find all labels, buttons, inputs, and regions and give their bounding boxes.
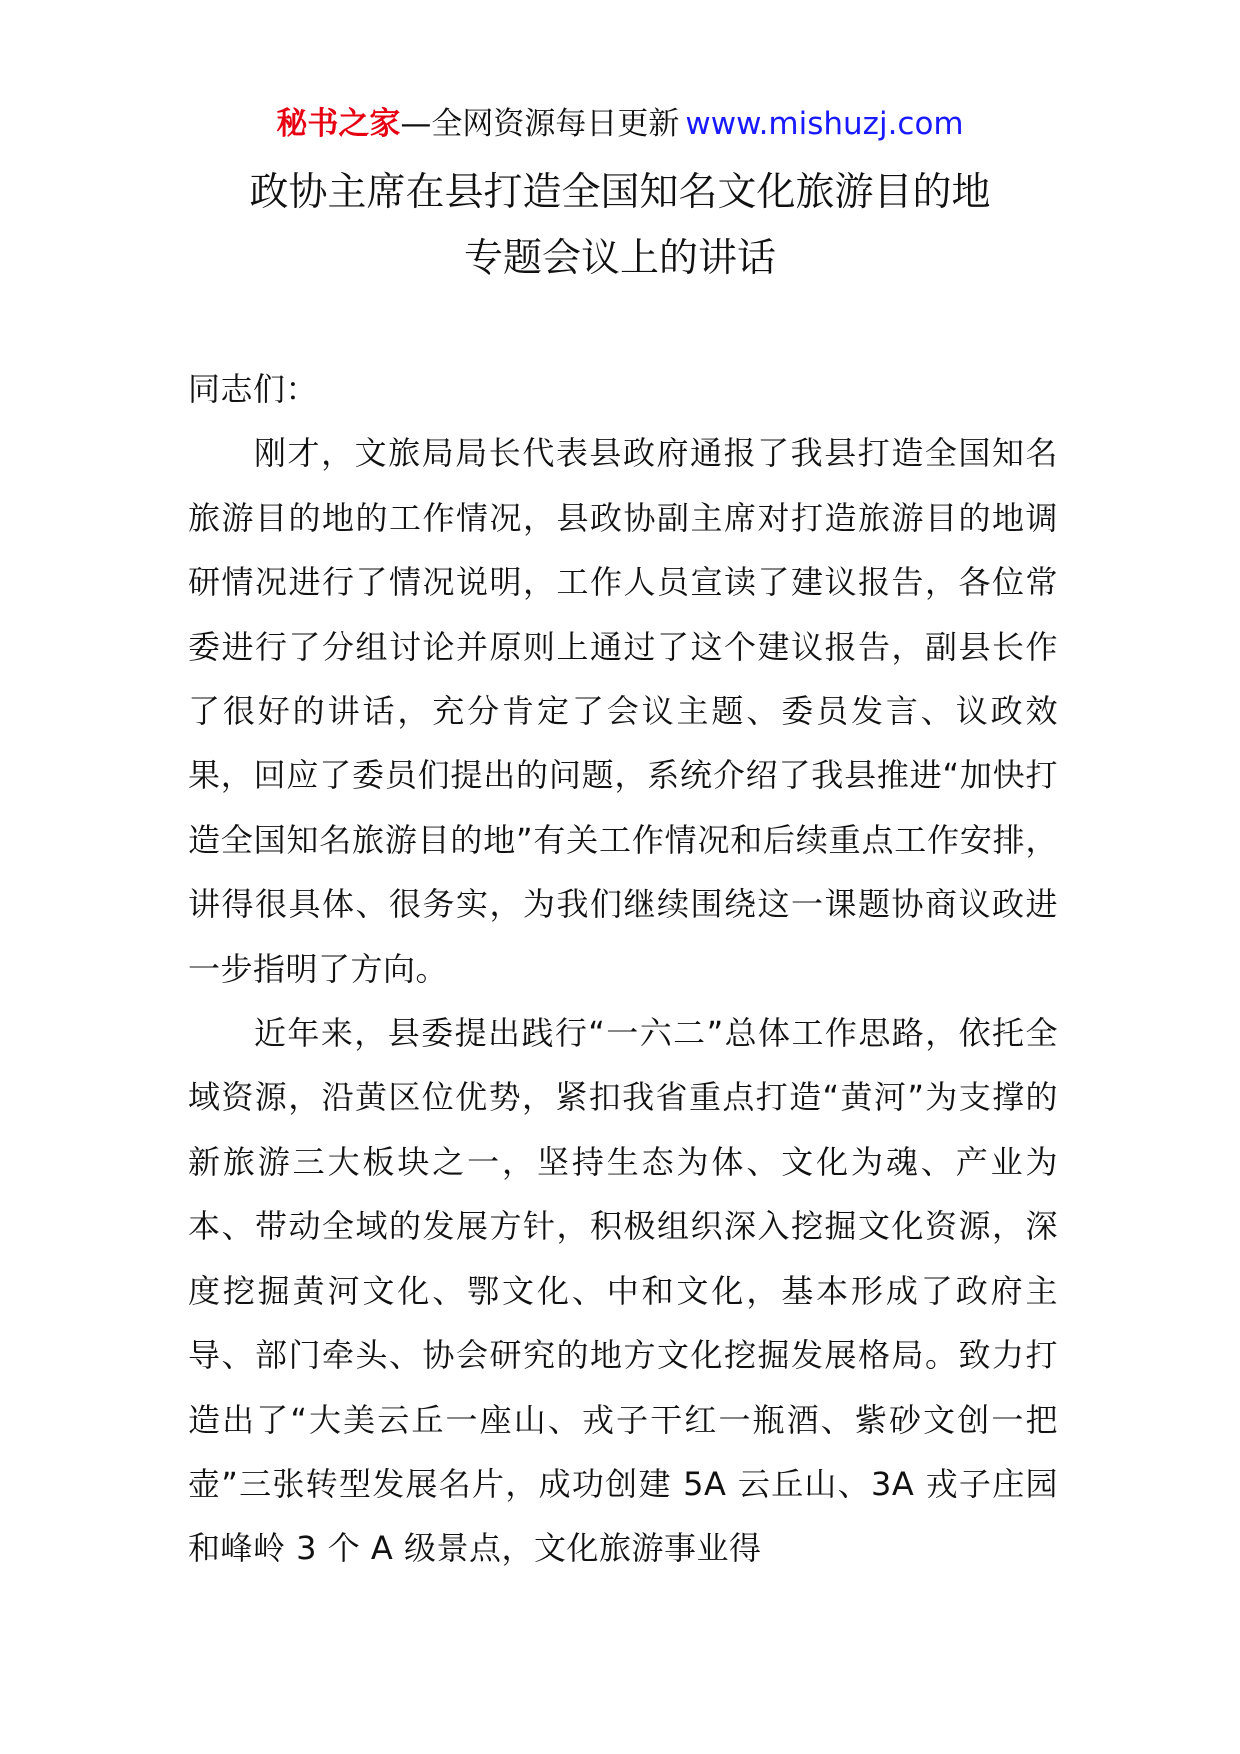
header-slogan: —全网资源每日更新	[400, 106, 680, 142]
document-title-line-1: 政协主席在县打造全国知名文化旅游目的地	[249, 170, 991, 215]
paragraph: 刚才，文旅局局长代表县政府通报了我县打造全国知名旅游目的地的工作情况，县政协副主席对打造旅游目的地调研情况进行了情况说明，工作人员宣读了建议报告，各位常委进行了分组讨论并原则上通过了这个建议报告，副县长作了很好的讲话，充分肯定了会议主题、委员发言、议政效果，回应了委员们提出的问题，系统介绍了我县推进“加快打造全国知名旅游目的地”有关工作情况和后续重点工作安排，讲得很具体、很务实，为我们继续围绕这一课题协商议政进一步指明了方向。	[188, 434, 1058, 988]
site-header	[0, 104, 1240, 144]
document-title-line-2: 专题会议上的讲话	[463, 236, 776, 281]
brand-name: 秘书之家	[276, 106, 401, 142]
salutation: 同志们：	[188, 370, 319, 408]
paragraph: 近年来，县委提出践行“一六二”总体工作思路，依托全域资源，沿黄区位优势，紧扣我省重点打造“黄河”为支撑的新旅游三大板块之一，坚持生态为体、文化为魂、产业为本、带动全域的发展方针，积极组织深入挖掘文化资源，深度挖掘黄河文化、鄂文化、中和文化，基本形成了政府主导、部门牵头、协会研究的地方文化挖掘发展格局。致力打造出了“大美云丘一座山、戎子干红一瓶酒、紫砂文创一把壶”三张转型发展名片，成功创建 5A 云丘山、3A 戎子庄园和峰岭 3 个 A 级景点，文化旅游事业得	[188, 1014, 1058, 1568]
site-url-link[interactable]: www.mishuzj.com	[685, 106, 964, 142]
document-body	[188, 357, 1058, 1581]
